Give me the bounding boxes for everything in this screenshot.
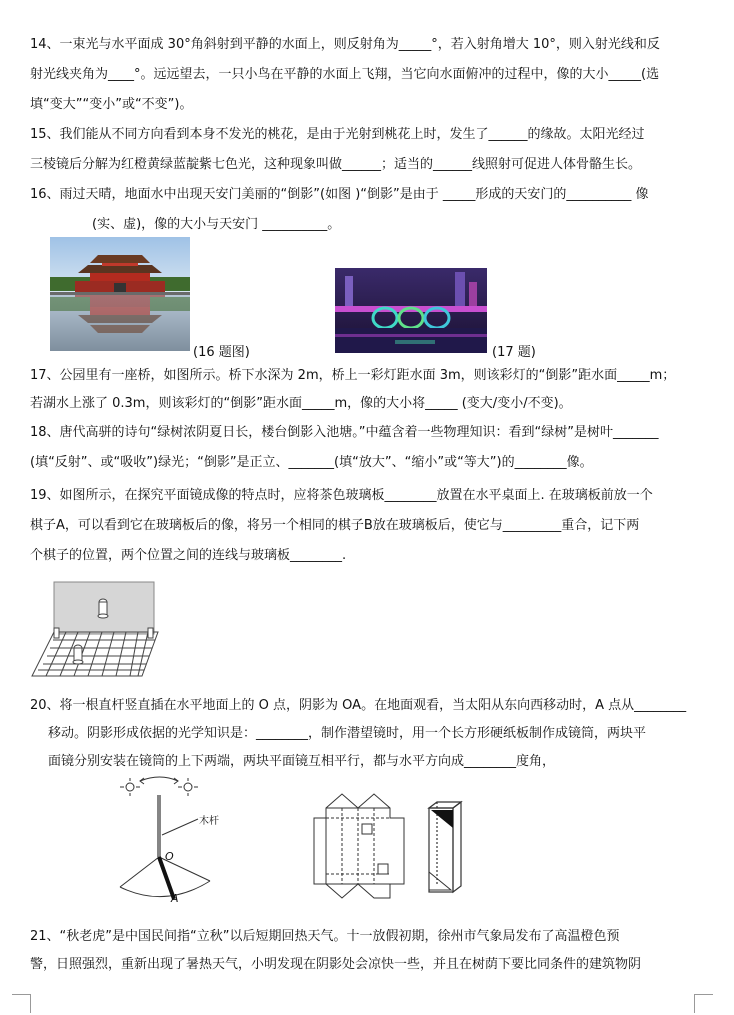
q20-line-3: 面镜分别安装在镜筒的上下两端，两块平面镜互相平行，都与水平方向成________度角， <box>48 754 556 769</box>
pole-label: 木杆 <box>199 816 219 827</box>
point-o-label: O <box>165 850 174 863</box>
pole-shadow-figure <box>110 775 230 905</box>
plane-mirror-grid-figure <box>30 578 165 680</box>
figure-17-caption: (17 题) <box>492 345 536 360</box>
q19-line-1: 19、如图所示，在探究平面镜成像的特点时，应将茶色玻璃板________放置在水平桌面上. 在玻璃板前放一个 <box>30 488 653 503</box>
q18-line-2: (填“反射”、或“吸收”)绿光；“倒影”是正立、_______(填“放大”、“缩小”或“等大”)的________像。 <box>30 455 593 470</box>
q17-line-1: 17、公园里有一座桥，如图所示。桥下水深为 2m，桥上一彩灯距水面 3m，则该彩灯的“倒影”距水面_____m； <box>30 368 676 383</box>
q19-line-3: 个棋子的位置，两个位置之间的连线与玻璃板________. <box>30 548 347 563</box>
q16-line-1: 16、雨过天晴，地面水中出现天安门美丽的“倒影”(如图 )“倒影”是由于 _____形成的天安门的__________ 像 <box>30 187 649 202</box>
periscope-box-figure <box>425 800 469 895</box>
bridge-night-photo <box>335 268 487 353</box>
figure-16-caption: (16 题图) <box>193 345 250 360</box>
crop-mark-right <box>694 994 713 1013</box>
point-a-label: A <box>171 892 179 905</box>
q14-line-2: 射光线夹角为____°。远远望去，一只小鸟在平静的水面上飞翔，当它向水面俯冲的过程中，像的大小_____(选 <box>30 67 660 82</box>
q15-line-1: 15、我们能从不同方向看到本身不发光的桃花，是由于光射到桃花上时，发生了______的缘故。太阳光经过 <box>30 127 645 142</box>
q16-line-2: (实、虚)，像的大小与天安门 __________。 <box>92 217 341 232</box>
q14-line-3: 填“变大”“变小”或“不变”)。 <box>30 97 193 112</box>
q19-line-2: 棋子A，可以看到它在玻璃板后的像，将另一个相同的棋子B放在玻璃板后，使它与_________重合，记下两 <box>30 518 640 533</box>
q14-line-1: 14、一束光与水平面成 30°角斜射到平静的水面上，则反射角为_____°，若入射角增大 10°，则入射光线和反 <box>30 37 660 52</box>
q20-line-2: 移动。阴影形成依据的光学知识是：________，制作潜望镜时，用一个长方形硬纸板制作成镜筒，两块平 <box>48 726 647 741</box>
q17-line-2: 若湖水上涨了 0.3m，则该彩灯的“倒影”距水面_____m，像的大小将_____ (变大/变小/不变)。 <box>30 396 572 411</box>
q20-line-1: 20、将一根直杆竖直插在水平地面上的 O 点，阴影为 OA。在地面观看，当太阳从东向西移动时，A 点从________ <box>30 698 687 713</box>
q21-line-2: 警，日照强烈，重新出现了暑热天气，小明发现在阴影处会凉快一些，并且在树荫下要比同条件的建筑物阴 <box>30 957 642 972</box>
periscope-net-figure <box>312 788 412 908</box>
q18-line-1: 18、唐代高骈的诗句“绿树浓阴夏日长，楼台倒影入池塘。”中蕴含着一些物理知识：看到“绿树”是树叶_______ <box>30 425 659 440</box>
tiananmen-reflection-photo <box>50 237 190 351</box>
q21-line-1: 21、“秋老虎”是中国民间指“立秋”以后短期回热天气。十一放假初期，徐州市气象局发布了高温橙色预 <box>30 929 620 944</box>
q15-line-2: 三棱镜后分解为红橙黄绿蓝靛紫七色光，这种现象叫做______；适当的______线照射可促进人体骨骼生长。 <box>30 157 642 172</box>
crop-mark-left <box>12 994 31 1013</box>
